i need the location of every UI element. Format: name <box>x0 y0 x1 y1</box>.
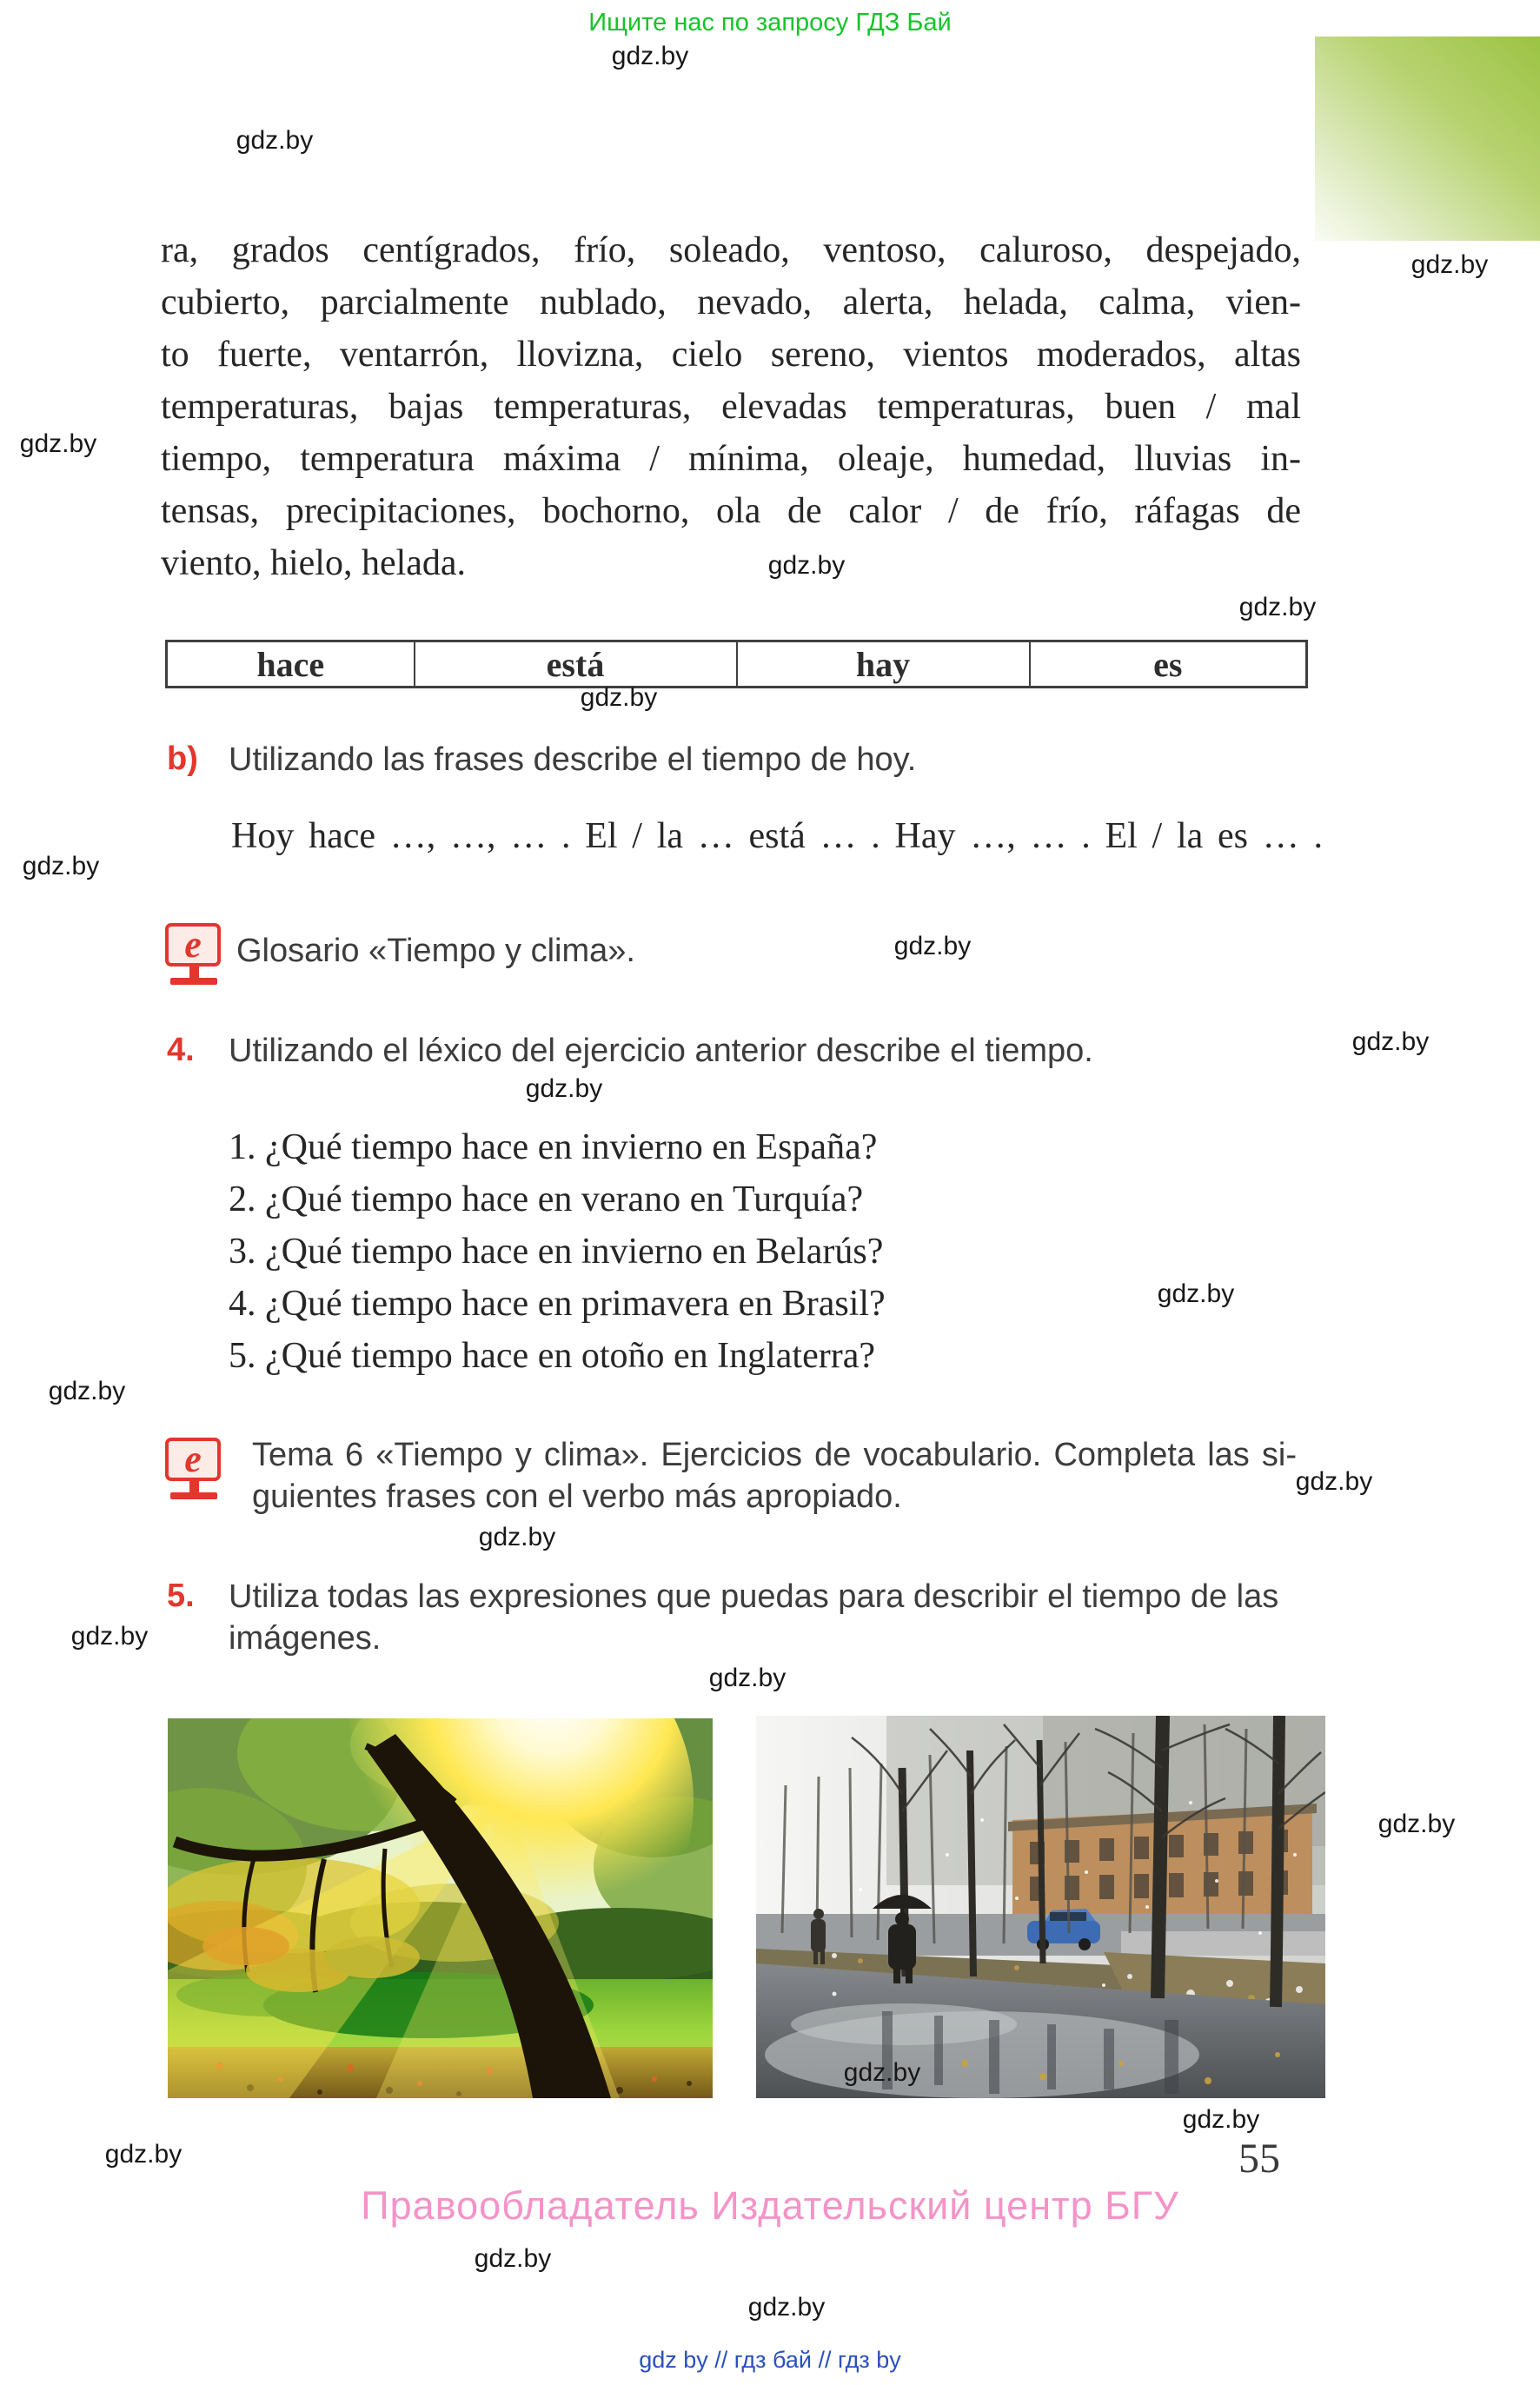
exercise-5 <box>167 1576 1331 1659</box>
green-gradient-box <box>1315 37 1540 241</box>
verb-cell-hay: hay <box>737 641 1030 688</box>
exercise-5-text <box>229 1576 1278 1659</box>
exercise-b <box>167 739 1314 781</box>
exercise-5-label: 5. <box>167 1578 195 1614</box>
gdz-watermark: gdz.by <box>22 852 100 880</box>
gdz-watermark: gdz.by <box>1238 593 1317 621</box>
gdz-watermark: gdz.by <box>478 1523 556 1551</box>
monitor-screen-icon <box>165 1438 221 1481</box>
vocab-line: tensas, precipitaciones, bochorno, ola de calor / de frío, ráfagas de <box>161 491 1301 531</box>
gdz-watermark: gdz.by <box>474 2244 552 2273</box>
rainy-street-photo <box>756 1716 1325 2098</box>
question-item: 5. ¿Qué tiempo hace en otoño en Inglaterra? <box>229 1336 876 1376</box>
exercise-b-label: b) <box>167 741 198 777</box>
tema-text-line: guientes frases con el verbo más apropiado. <box>252 1478 902 1515</box>
footer-links: gdz by // гдз бай // гдз by <box>639 2347 901 2373</box>
e-letter: e <box>184 1438 202 1480</box>
promo-header: Ищите нас по запросу ГДЗ Бай <box>588 9 952 37</box>
exercise-4-label: 4. <box>167 1032 195 1068</box>
monitor-base <box>170 1492 217 1499</box>
sunny-autumn-park-photo <box>168 1718 713 2098</box>
monitor-base <box>170 978 217 985</box>
gdz-watermark: gdz.by <box>747 2293 826 2322</box>
gdz-watermark: gdz.by <box>580 683 658 712</box>
rainy-photo-illustration <box>756 1716 1325 2098</box>
gdz-watermark: gdz.by <box>104 2140 183 2169</box>
gdz-watermark: gdz.by <box>767 551 846 580</box>
page-number: 55 <box>1238 2136 1280 2182</box>
vocab-paragraph <box>161 224 1301 589</box>
gdz-watermark: gdz.by <box>893 932 972 960</box>
vocab-line: to fuerte, ventarrón, llovizna, cielo sereno, vientos moderados, altas <box>161 335 1301 375</box>
sunny-photo-illustration <box>168 1718 713 2098</box>
verbs-table <box>165 640 1308 688</box>
verb-cell-esta: está <box>415 641 737 688</box>
e-letter: e <box>184 923 202 966</box>
vocab-line: temperaturas, bajas temperaturas, elevadas temperaturas, buen / mal <box>161 387 1301 427</box>
gdz-watermark: gdz.by <box>1351 1027 1430 1056</box>
verb-cell-es: es <box>1030 641 1307 688</box>
question-item: 2. ¿Qué tiempo hace en verano en Turquía? <box>229 1179 864 1219</box>
monitor-neck <box>189 967 199 978</box>
question-item: 4. ¿Qué tiempo hace en primavera en Brasil? <box>229 1284 886 1324</box>
question-list <box>229 1121 886 1382</box>
e-glossary-icon <box>165 923 222 985</box>
gdz-watermark: gdz.by <box>1295 1467 1373 1496</box>
vocab-line: viento, hielo, helada. <box>161 543 467 583</box>
gdz-watermark: gdz.by <box>843 2058 921 2087</box>
gdz-watermark: gdz.by <box>1411 250 1489 279</box>
gdz-watermark: gdz.by <box>708 1664 787 1692</box>
verb-cell-hace: hace <box>167 641 415 688</box>
copyright-line: Правообладатель Издательский центр БГУ <box>361 2183 1179 2228</box>
gdz-watermark: gdz.by <box>236 126 314 155</box>
vocab-line: tiempo, temperatura máxima / mínima, oleaje, humedad, lluvias in- <box>161 439 1301 479</box>
exercise-b-text: Utilizando las frases describe el tiempo de hoy. <box>229 741 917 778</box>
glossary-text: Glosario «Tiempo y clima». <box>236 933 635 969</box>
vocab-line: ra, grados centígrados, frío, soleado, ventoso, caluroso, despejado, <box>161 230 1301 270</box>
gdz-watermark: gdz.by <box>1182 2105 1260 2134</box>
gdz-watermark: gdz.by <box>70 1622 149 1651</box>
exercise-5-line: imágenes. <box>229 1620 382 1657</box>
gdz-watermark: gdz.by <box>525 1074 603 1103</box>
gdz-watermark: gdz.by <box>1157 1279 1235 1308</box>
question-item: 3. ¿Qué tiempo hace en invierno en Belarús? <box>229 1232 884 1272</box>
question-item: 1. ¿Qué tiempo hace en invierno en España? <box>229 1127 878 1167</box>
exercise-4-text: Utilizando el léxico del ejercicio anterior describe el tiempo. <box>229 1033 1093 1069</box>
tema-text-line: Tema 6 «Tiempo y clima». Ejercicios de vocabulario. Completa las si- <box>252 1437 1297 1473</box>
vocab-line: cubierto, parcialmente nublado, nevado, alerta, helada, calma, vien- <box>161 282 1301 322</box>
gdz-watermark: gdz.by <box>611 42 689 70</box>
e-tema-icon <box>165 1438 222 1499</box>
monitor-neck <box>189 1481 199 1492</box>
tema-text <box>252 1434 1297 1518</box>
gdz-watermark: gdz.by <box>1377 1810 1456 1838</box>
gdz-watermark: gdz.by <box>48 1377 126 1405</box>
exercise-5-line: Utiliza todas las expresiones que puedas para describir el tiempo de las <box>229 1578 1279 1615</box>
gdz-watermark: gdz.by <box>19 429 97 458</box>
exercise-4 <box>167 1030 1314 1072</box>
model-sentence: Hoy hace …, …, … . El / la … está … . Hay …, … . El / la es … . <box>231 816 1323 856</box>
monitor-screen-icon <box>165 923 221 967</box>
